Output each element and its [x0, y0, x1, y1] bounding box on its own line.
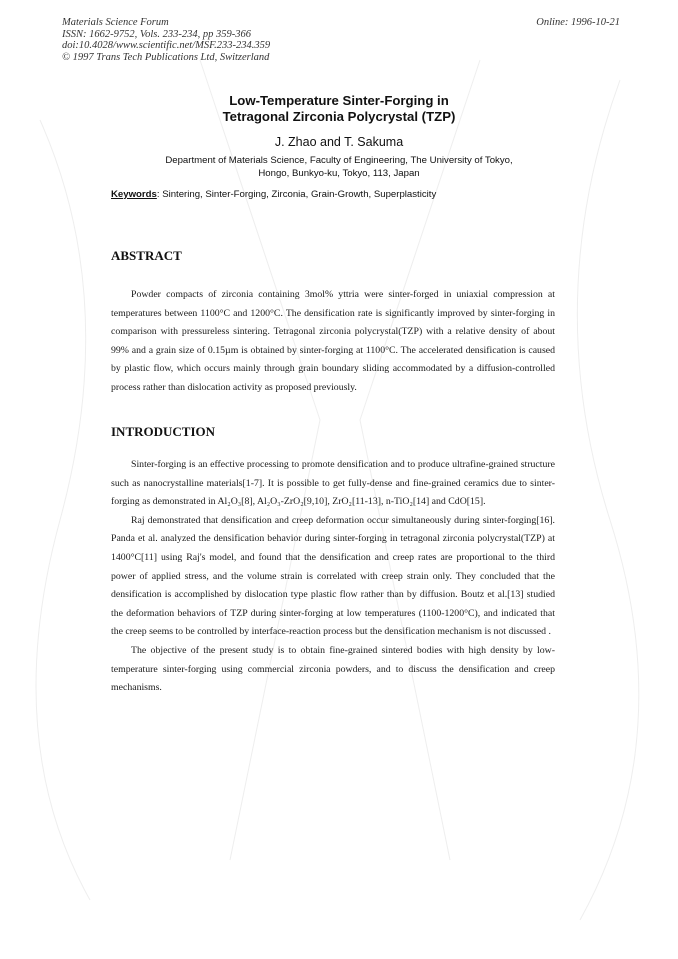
online-date: Online: 1996-10-21	[536, 17, 620, 28]
abstract-heading: ABSTRACT	[111, 248, 182, 263]
intro-paragraph-1: Sinter-forging is an effective processing to promote densification and to produce ultrafine-grained structure such as nanocrystalline materials[1-7]. It is possible to get fully-dense and fine-grained ceramics due to sinter-forging as demonstrated in Al₂O₃[8], Al₂O₃-ZrO₂[9,10], ZrO₂[11-13], n-TiO₂[14] and CdO[15].	[111, 459, 555, 508]
intro-paragraph-3: The objective of the present study is to obtain fine-grained sintered bodies with high density by low-temperature sinter-forging using commercial zirconia powders, and to discuss the densification and creep mechanisms.	[111, 644, 555, 694]
title-line-1: Low-Temperature Sinter-Forging in	[229, 93, 449, 108]
doi-link[interactable]: doi:10.4028/www.scientific.net/MSF.233-234.359	[62, 40, 271, 51]
introduction-body	[111, 456, 555, 698]
issn-line: ISSN: 1662-9752, Vols. 233-234, pp 359-366	[62, 28, 251, 40]
introduction-heading: INTRODUCTION	[111, 424, 216, 439]
paper-title	[0, 93, 678, 125]
publication-header	[62, 17, 270, 63]
keywords-label: Keywords	[111, 189, 157, 200]
abstract-paragraph: Powder compacts of zirconia containing 3mol% yttria were sinter-forged in uniaxial compression at temperatures between 1100°C and 1200°C. The densification rate is significantly improved by sinter-forging in comparison with pressureless sintering. Tetragonal zirconia polycrystal(TZP) with a relative density of about 99% and a grain size of 0.15µm is obtained by sinter-forging at 1100°C. The accelerated densification is caused by plastic flow, which occurs mainly through grain boundary sliding accommodated by a diffusion-controlled process rather than dislocation activity as proposed previously.	[111, 289, 555, 393]
keywords	[111, 189, 436, 200]
keywords-text: : Sintering, Sinter-Forging, Zirconia, Grain-Growth, Superplasticity	[156, 189, 437, 200]
affiliation-line-1: Department of Materials Science, Faculty of Engineering, The University of Tokyo,	[165, 155, 513, 166]
journal-name: Materials Science Forum	[62, 17, 169, 28]
intro-paragraph-2: Raj demonstrated that densification and creep deformation occur simultaneously during sinter-forging[16]. Panda et al. analyzed the densification behavior during sinter-forging in tetragonal zirconia polycrystal(TZP) at 1400°C[11] using Raj's model, and found that the densification and creep rates are proportional to the third power of applied stress, and the volume strain is correlated with creep strain only. They concluded that the densification is accomplished by dislocation type plastic flow rather than by diffusion. Boutz et al.[13] studied the deformation behaviors of TZP during sinter-forging at low temperatures (1100-1200°C), and indicated that the creep seems to be controlled by interface-reaction process but the densification mechanism is not discussed .	[111, 514, 555, 638]
title-line-2: Tetragonal Zirconia Polycrystal (TZP)	[222, 109, 456, 124]
affiliation	[0, 155, 678, 180]
copyright-line: © 1997 Trans Tech Publications Ltd, Switzerland	[62, 51, 270, 63]
abstract-body	[111, 286, 555, 398]
authors: J. Zhao and T. Sakuma	[274, 135, 404, 149]
affiliation-line-2: Hongo, Bunkyo-ku, Tokyo, 113, Japan	[258, 167, 420, 179]
